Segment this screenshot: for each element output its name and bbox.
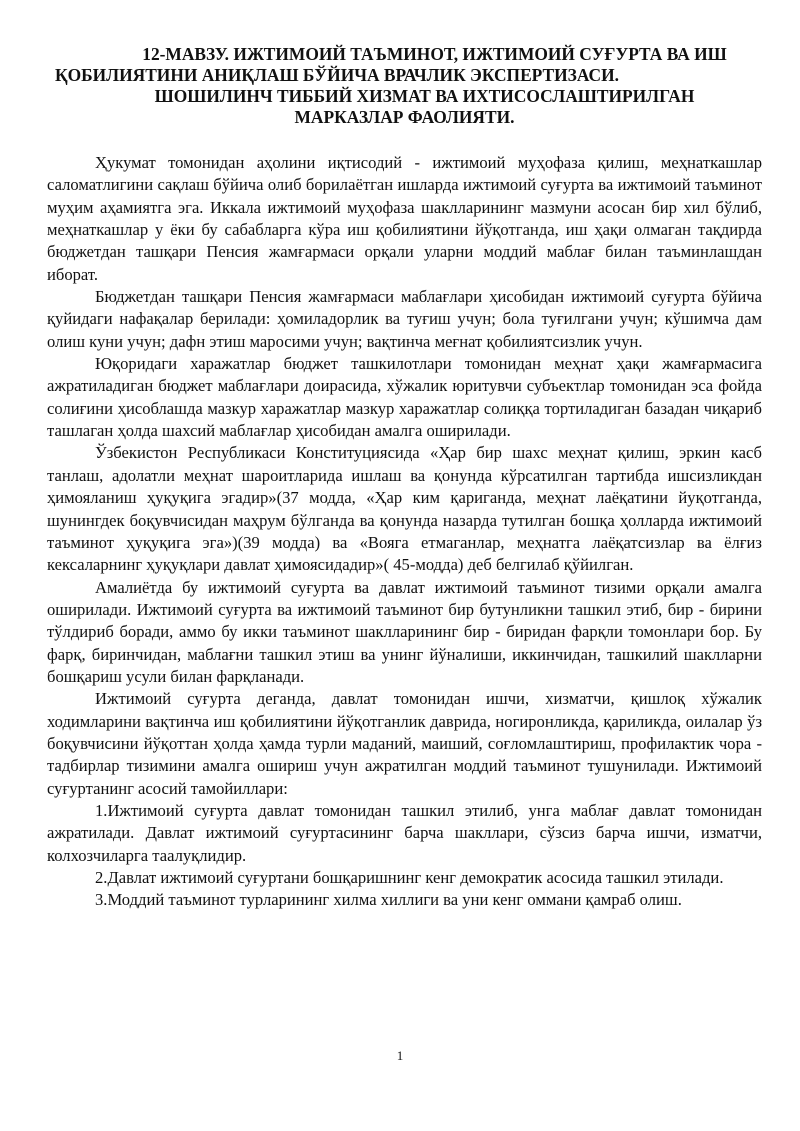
document-body: [47, 152, 762, 912]
paragraph: Бюджетдан ташқари Пенсия жамғармаси маблағлари ҳисобидан ижтимоий суғурта бўйича қуйидаги нафақалар берилади: ҳомиладорлик ва туғиш учун; бола туғилгани учун; кўшимча дам олиш куни учун; дафн этиш маросими учун; вақтинча меғнат қобилиятсизлик учун.: [47, 287, 762, 351]
document-page: [47, 44, 762, 912]
paragraph: Амалиётда бу ижтимоий суғурта ва давлат ижтимоий таъминот тизими орқали амалга оширилади. Ижтимоий суғурта ва ижтимоий таъминот бир бутунликни ташкил этиб, бир - бирини тўлдириб боради, аммо бу икки таъминот шаклларининг бир - биридан фарқли томонлари бор. Бу фарқ, биринчидан, маблағни ташкил этиш ва унинг йўналиши, иккинчидан, ташкилий шаклларни бошқариш усули билан фарқланади.: [47, 577, 762, 686]
list-item: 1.Ижтимоий суғурта давлат томонидан ташкил этилиб, унга маблағ давлат томонидан ажратилади. Давлат ижтимоий суғуртасининг барча шакллари, сўзсиз барча ишчи, изматчи, колхозчиларга таалуқлидир.: [47, 800, 762, 865]
paragraph: Ижтимоий суғурта деганда, давлат томонидан ишчи, хизматчи, қишлоқ хўжалик ходимларини вақтинча иш қобилиятини йўқотганлик даврида, ногиронликда, қариликда, оилалар ўз боқувчисини йўқоттан ҳолда ҳамда турли маданий, маиший, соғломлаштириш, профилактик чора - тадбирлар тизимини амалга ошириш учун ажратилган моддий таъминот тушунилади. Ижтимоий суғуртанинг асосий тамойиллари:: [47, 689, 762, 798]
title-line: МАРКАЗЛАР ФАОЛИЯТИ.: [294, 107, 515, 127]
title-line: 12-МАВЗУ. ИЖТИМОИЙ ТАЪМИНОТ, ИЖТИМОИЙ СУҒУРТА ВА ИШ: [142, 44, 727, 64]
paragraph: Юқоридаги харажатлар бюджет ташкилотлари томонидан меҳнат ҳақи жамғармасига ажратиладиган бюджет маблағлари доирасида, хўжалик юритувчи субъектлар томонидан эса фойда солиғини ҳисоблашда мазкур харажатлар мазкур харажатлар солиққа тортиладиган базадан чиқариб ташлаган ҳолда шахсий маблағлар ҳисобидан амалга оширилади.: [47, 354, 762, 441]
paragraph: Ҳукумат томонидан аҳолини иқтисодий - ижтимоий муҳофаза қилиш, меҳнаткашлар саломатлигини сақлаш бўйича олиб борилаётган ишларда ижтимоий суғурта ва ижтимоий таъминот муҳим аҳамиятга эга. Иккала ижтимоий муҳофаза шаклларининг мазмуни асосан бир хил бўлиб, меҳнаткашлар у ёки бу сабабларга кўра иш қобилиятини йўқотганда, иш ҳақи олмаган тақдирда бюджетдан ташқари Пенсия жамғармаси орқали уларни моддий маблағ билан таъминлашдан иборат.: [47, 153, 762, 284]
title-line: ҚОБИЛИЯТИНИ АНИҚЛАШ БЎЙИЧА ВРАЧЛИК ЭКСПЕРТИЗАСИ.: [55, 65, 619, 85]
document-title: [47, 44, 762, 128]
title-line: ШОШИЛИНЧ ТИББИЙ ХИЗМАТ ВА ИХТИСОСЛАШТИРИЛГАН: [154, 86, 695, 106]
paragraph: Ўзбекистон Республикаси Конституциясида «Ҳар бир шахс меҳнат қилиш, эркин касб танлаш, адолатли меҳнат шароитларида ишлаш ва қонунда кўрсатилган тартибда ишсизликдан ҳимояланиш ҳуқуқига эгадир»(37 модда, «Ҳар ким қариганда, меҳнат лаёқатини йуқотганда, шунингдек боқувчисидан маҳрум бўлганда ва қонунда назарда тутилган бошқа ҳолларда ижтимоий таъминот ҳуқуқига эга»)(39 модда) ва «Вояга етмаганлар, меҳнатга лаёқатсизлар ва ёлғиз кексаларнинг ҳуқуқлари давлат ҳимоясидадир»( 45-модда) деб белгилаб қўйилган.: [47, 443, 762, 575]
list-item: 2.Давлат ижтимоий суғуртани бошқаришнинг кенг демократик асосида ташкил этилади.: [95, 868, 724, 887]
page-number: 1: [396, 1048, 404, 1063]
list-item: 3.Моддий таъминот турларининг хилма хиллиги ва уни кенг оммани қамраб олиш.: [95, 890, 682, 910]
